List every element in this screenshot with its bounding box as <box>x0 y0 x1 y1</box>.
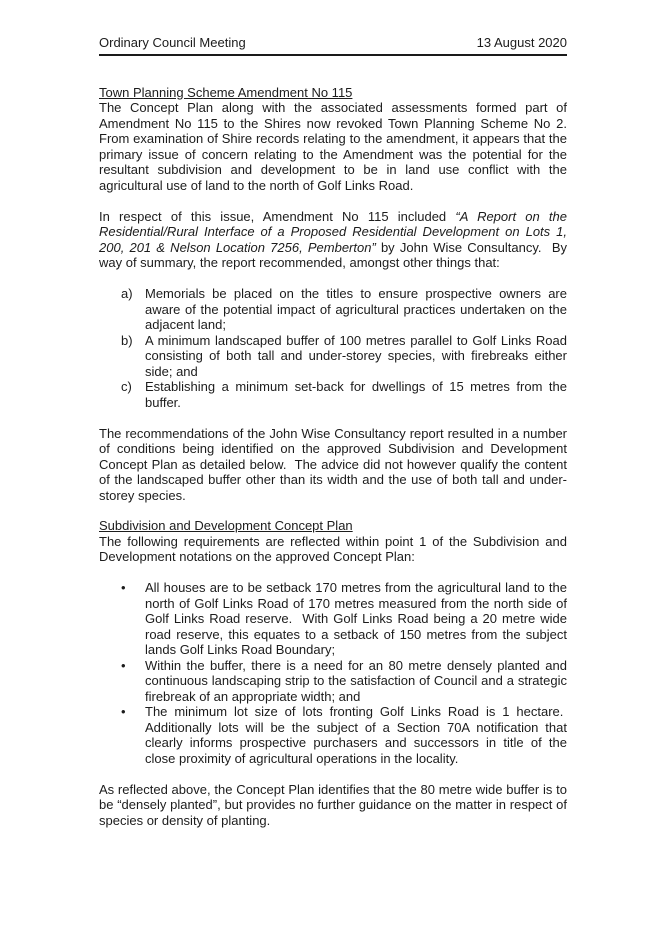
list-item-b <box>99 333 567 380</box>
list-item-c-text: Establishing a minimum set-back for dwellings of 15 metres from the buffer. <box>145 379 567 410</box>
list-marker-a: a) <box>121 286 133 301</box>
list-item-a-text: Memorials be placed on the titles to ensure prospective owners are aware of the potential impact of agricultural practices undertaken on the adjacent land; <box>145 286 567 332</box>
paragraph-buffer-conclusion: As reflected above, the Concept Plan identifies that the 80 metre wide buffer is to be “densely planted”, but provides no further guidance on the matter in respect of species or density of planting. <box>99 781 567 828</box>
lettered-recommendation-list <box>99 286 567 410</box>
report-text-post: by John Wise Consultancy. By way of summary, the report recommended, amongst other things that: <box>99 239 567 270</box>
list-item-c <box>99 379 567 410</box>
paragraph-requirements-intro: The following requirements are reflected within point 1 of the Subdivision and Development notations on the approved Concept Plan: <box>99 533 567 564</box>
bullet-item-landscaping-text: Within the buffer, there is a need for an 80 metre densely planted and continuous landscaping strip to the satisfaction of Council and a strategic firebreak of an appropriate width; and <box>145 657 567 704</box>
bullet-marker: • <box>121 704 126 719</box>
paragraph-recommendations-result: The recommendations of the John Wise Consultancy report resulted in a number of conditions being identified on the approved Subdivision and Development Concept Plan as detailed below. The advice did not however qualify the content of the landscaped buffer other than its width and the use of both tall and under-storey species. <box>99 425 567 503</box>
page-content <box>0 35 665 828</box>
report-title-italic: “A Report on the Residential/Rural Interface of a Proposed Residential Development on Lots 1, 200, 201 & Nelson Location 7256, Pemberton” <box>99 208 567 255</box>
list-marker-b: b) <box>121 332 133 348</box>
bullet-marker: • <box>121 580 126 595</box>
paragraph-concept-plan-background: The Concept Plan along with the associated assessments formed part of Amendment No 115 to the Shires now revoked Town Planning Scheme No 2. From examination of Shire records relating to the amendment, it appears that the primary issue of concern relating to the Amendment was the potential for the resultant subdivision and development to be in land use conflict with the agricultural use of land to the north of Golf Links Road. <box>99 100 567 193</box>
header-meeting-date: 13 August 2020 <box>476 35 567 50</box>
bullet-item-lot-size-text: The minimum lot size of lots fronting Golf Links Road is 1 hectare. Additionally lots will be the subject of a Section 70A notification that clearly informs prospective purchasers and successors in title of the close proximity of agricultural operations in the locality. <box>145 704 567 766</box>
bullet-item-setback-text: All houses are to be setback 170 metres from the agricultural land to the north of Golf Links Road of 170 metres measured from the north side of Golf Links Road reserve. With Golf Links Road being a 20 metre wide road reserve, this equates to a setback of 150 metres from the subject lands Golf Links Road Boundary; <box>145 580 567 657</box>
bullet-item-lot-size <box>99 704 567 766</box>
bullet-item-landscaping <box>99 658 567 705</box>
list-item-b-text: A minimum landscaped buffer of 100 metres parallel to Golf Links Road consisting of both tall and under-storey species, with firebreaks either side; and <box>145 332 567 379</box>
report-text-pre: In respect of this issue, Amendment No 115 included <box>99 208 456 224</box>
bullet-item-setback <box>99 580 567 658</box>
paragraph-amendment-report <box>99 209 567 271</box>
heading-subdivision-concept-plan: Subdivision and Development Concept Plan <box>99 518 353 533</box>
bullet-requirement-list <box>99 580 567 766</box>
heading-town-planning-scheme-amendment: Town Planning Scheme Amendment No 115 <box>99 84 353 100</box>
header-meeting-title: Ordinary Council Meeting <box>99 35 246 50</box>
page-header <box>99 35 567 56</box>
bullet-marker: • <box>121 657 126 673</box>
list-item-a <box>99 286 567 333</box>
list-marker-c: c) <box>121 379 132 394</box>
